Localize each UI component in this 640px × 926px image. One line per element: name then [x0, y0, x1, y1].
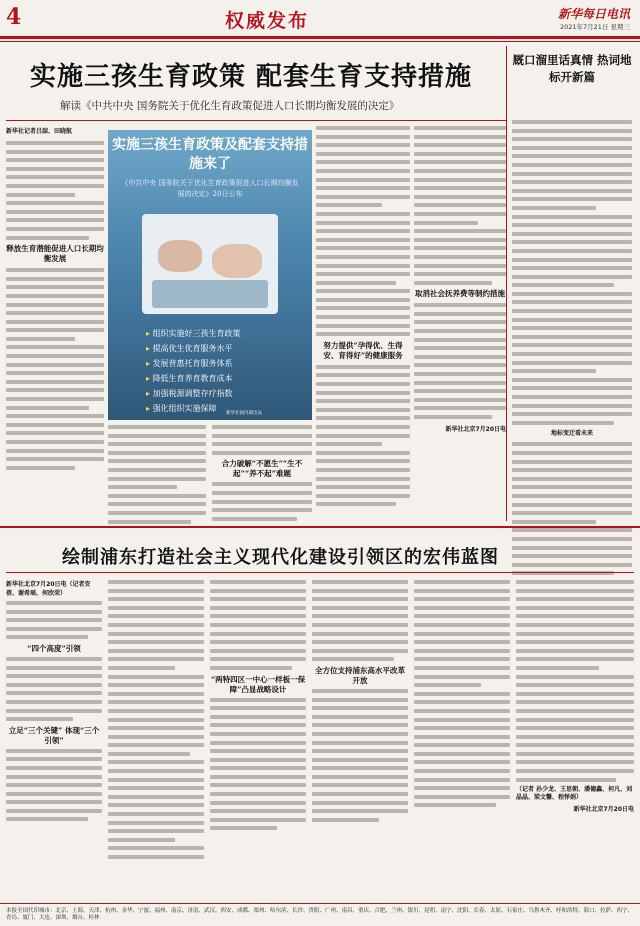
infographic-title: 实施三孩生育政策及配套支持措施来了: [112, 137, 308, 172]
article1-col2-bottom: [108, 425, 206, 528]
infographic-item: ▸ 加强税源调整存疗指数: [146, 386, 241, 401]
article2-subtitle-4: 全方位支持浦东高水平改革开放: [315, 665, 405, 685]
infographic-items: [146, 326, 241, 416]
article2-col5: [414, 580, 510, 812]
infographic-card: [108, 130, 312, 420]
article1-rule: [6, 120, 506, 121]
article1-byline: 新华社记者吕諒、田晓航: [6, 128, 73, 135]
infographic-subtitle: 《中共中央 国务院关于优化生育政策促进人口长期均衡发展的决定》20日公布: [121, 179, 299, 198]
newborns-image: [142, 214, 278, 314]
paper-name: 新华每日电讯: [557, 7, 630, 21]
header-rule: [0, 36, 640, 39]
footer-text: 本报全国代印城市：北京、上海、天津、杭州、金华、宁波、福州、南京、济南、武汉、西安、成都、郑州、哈尔滨、长沙、贵阳、广州、南昌、重庆、合肥、兰州、银川、昆明、南宁、沈阳、长春、太原、石家庄、乌鲁木齐、呼和浩特、海口、拉萨、西宁、青岛、厦门、大连、深圳、烟台、桂林: [6, 908, 634, 921]
infographic-item: ▸ 组织实施好三孩生育政策: [146, 326, 241, 341]
sidebar-divider: [506, 46, 507, 521]
infographic-item: ▸ 降低生育养育教育成本: [146, 371, 241, 386]
footer: [0, 903, 640, 926]
article2-rule: [6, 572, 634, 573]
article1-subtitle-2: 合力破解“不愿生”“生不起”“养不起”难题: [221, 459, 303, 479]
article1-subtitle-4: 取消社会抚养费等制约措施: [415, 289, 505, 299]
sidebar-credit: 新华社北京7月20日电: [573, 806, 634, 814]
article2-byline: 新华社北京7月20日电（记者安蓓、谢希瑶、何欣荣）: [6, 581, 91, 597]
infographic-item: ▸ 提高优生优育服务水平: [146, 341, 241, 356]
article1-col4: [316, 126, 410, 511]
sidebar-title: 厩口溜里话真情 热词地标开新篇: [512, 53, 632, 84]
infographic-item: ▸ 发展普惠托育服务体系: [146, 356, 241, 371]
infographic-credit: 新华社国内部出品: [226, 411, 262, 416]
article2-subtitle-3: “两特四区一中心一样板一保障”凸显战略设计: [210, 674, 306, 694]
header-rule-thin: [0, 41, 640, 42]
article1-col3-bottom: [212, 425, 312, 525]
article1-col5: [414, 126, 506, 433]
article2-col3: [210, 580, 306, 835]
article2-subtitle-1: “四个高度”引领: [27, 643, 81, 653]
article1-col1: [6, 126, 104, 474]
infographic-item: ▸ 强化组织实施保障: [146, 401, 241, 416]
article2-headline: 绘制浦东打造社会主义现代化建设引领区的宏伟蓝图: [62, 547, 499, 568]
article2-col6: [516, 580, 634, 813]
article1-credit: 新华社北京7月20日电: [445, 425, 506, 433]
issue-date: 2021年7月21日 星期三: [559, 23, 630, 31]
article1-subhead: 解读《中共中央 国务院关于优化生育政策促进人口长期均衡发展的决定》: [60, 100, 400, 112]
article1-subtitle-3: 努力提供“孕得优、生得安、育得好”的健康服务: [323, 340, 403, 360]
sidebar-article: [512, 52, 632, 580]
article1-headline: 实施三孩生育政策 配套生育支持措施: [30, 62, 473, 92]
article2-col1: [6, 580, 102, 826]
sidebar-subtitle: 地标变迁看未来: [550, 430, 593, 438]
article2-col2: [108, 580, 204, 864]
sidebar-end-credit: （记者 孙少龙、王思朝、潘德鑫、何凡、刘晶晶、梁文馨、程怿娟）: [516, 786, 633, 802]
page-number: 4: [6, 4, 22, 30]
section-title: 权威发布: [225, 10, 310, 32]
article2-top-rule: [0, 526, 640, 528]
article2-subtitle-2: 立足“三个关键” 体现“三个引领”: [8, 725, 100, 745]
article2-col4: [312, 580, 408, 826]
article1-subtitle-1: 释放生育潜能促进人口长期均衡发展: [6, 244, 104, 264]
